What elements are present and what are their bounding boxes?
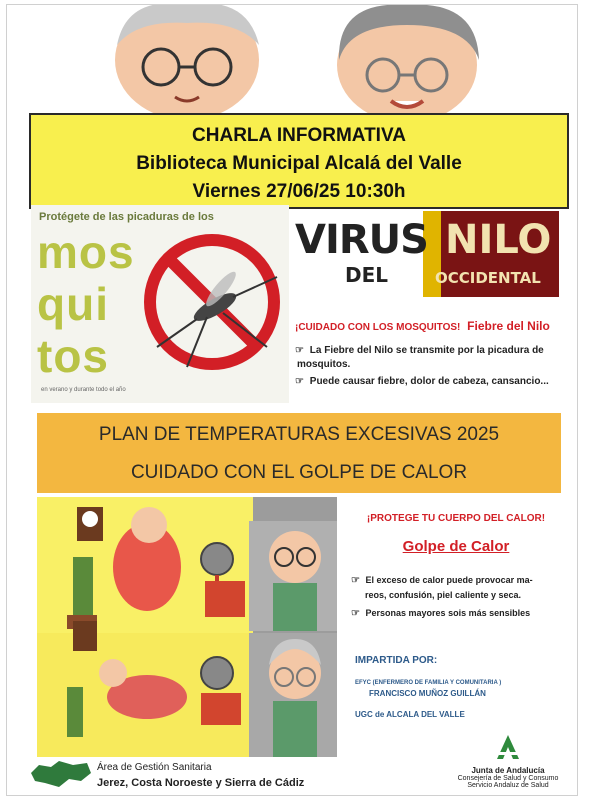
mosquito-word-3: tos xyxy=(37,330,109,382)
virus-nilo-logo xyxy=(295,211,561,297)
logo-word-virus: VIRUS xyxy=(295,217,428,263)
bullet-symptoms: Puede causar fiebre, dolor de cabeza, cansancio... xyxy=(309,376,549,387)
banner-venue: Biblioteca Municipal Alcalá del Valle xyxy=(136,153,462,174)
bullet-transmission-cont: mosquitos. xyxy=(297,359,351,370)
bullet-heat-effects: El exceso de calor puede provocar ma- xyxy=(365,575,533,585)
pointing-hand-icon: ☞ xyxy=(351,608,360,619)
mosquito-word-2: qui xyxy=(37,278,109,330)
bullet-elderly: Personas mayores sois más sensibles xyxy=(365,608,531,618)
bullet-transmission: La Fiebre del Nilo se transmite por la picadura de xyxy=(309,345,544,356)
banner-title: CHARLA INFORMATIVA xyxy=(192,125,406,146)
pointing-hand-icon: ☞ xyxy=(351,575,360,586)
region-map-icon xyxy=(29,759,93,789)
elderly-couple-illustration xyxy=(87,5,507,115)
junta-andalucia-logo xyxy=(449,733,567,799)
mosquito-heading: Protégete de las picaduras de los xyxy=(39,211,214,223)
heat-stroke-title: Golpe de Calor xyxy=(402,538,510,555)
elderly-heat-scene xyxy=(37,497,337,757)
junta-emblem-icon xyxy=(495,733,521,761)
speaker-role: EFYC (ENFERMERO DE FAMILIA Y COMUNITARIA ) xyxy=(355,680,502,686)
logo-word-nilo: NILO xyxy=(445,217,552,263)
protect-heading: ¡PROTEGE TU CUERPO DEL CALOR! xyxy=(366,513,546,524)
caution-text: ¡CUIDADO CON LOS MOSQUITOS! xyxy=(295,322,461,333)
logo-word-del: DEL xyxy=(345,263,389,287)
banner-date: Viernes 27/06/25 10:30h xyxy=(192,181,406,202)
junta-name: Junta de Andalucía xyxy=(471,766,545,775)
logo-word-occidental: OCCIDENTAL xyxy=(435,269,541,287)
plan-title: PLAN DE TEMPERATURAS EXCESIVAS 2025 xyxy=(98,424,500,445)
pointing-hand-icon: ☞ xyxy=(295,345,304,356)
disease-name: Fiebre del Nilo xyxy=(467,319,550,333)
speaker-name: FRANCISCO MUÑOZ GUILLÁN xyxy=(369,689,486,698)
plan-subtitle: CUIDADO CON EL GOLPE DE CALOR xyxy=(130,462,468,483)
pointing-hand-icon: ☞ xyxy=(295,376,304,387)
health-area-region: Jerez, Costa Noroeste y Sierra de Cádiz xyxy=(97,777,305,789)
mosquito-word-1: mos xyxy=(37,226,135,278)
event-banner xyxy=(29,113,569,209)
health-area-label: Área de Gestión Sanitaria xyxy=(97,762,212,773)
mosquito-footer: en verano y durante todo el año xyxy=(41,387,126,393)
heat-plan-banner xyxy=(37,413,561,493)
bullet-heat-effects-cont: reos, confusión, piel caliente y seca. xyxy=(365,590,522,600)
sas-name: Servicio Andaluz de Salud xyxy=(467,782,549,789)
speaker-unit: UGC de ALCALA DEL VALLE xyxy=(355,710,465,719)
consejeria-name: Consejería de Salud y Consumo xyxy=(457,775,559,782)
heat-protection-info xyxy=(351,513,561,619)
speaker-label: IMPARTIDA POR: xyxy=(355,655,438,666)
mosquito-warning xyxy=(295,319,565,387)
mosquito-panel xyxy=(31,205,289,403)
poster xyxy=(6,4,578,796)
no-mosquito-icon xyxy=(137,227,287,377)
speaker-info xyxy=(355,655,565,719)
